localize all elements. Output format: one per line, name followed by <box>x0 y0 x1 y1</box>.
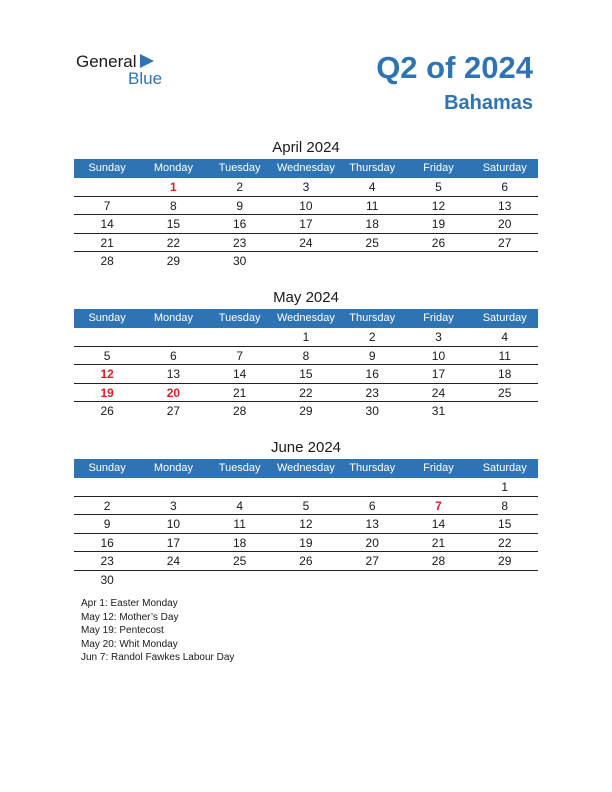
day-cell: 28 <box>232 404 247 418</box>
weekday-label: Thursday <box>349 462 396 474</box>
day-cell: 2 <box>103 498 111 513</box>
day-cell: 14 <box>431 517 446 531</box>
day-cell: 27 <box>166 404 181 418</box>
day-cell: 29 <box>299 404 313 418</box>
day-cell: 19 <box>100 385 114 400</box>
day-cell: 5 <box>302 498 310 513</box>
week-row <box>74 215 538 234</box>
day-cell: 11 <box>365 198 379 213</box>
day-cell: 19 <box>299 535 313 550</box>
day-cell: 1 <box>501 480 509 494</box>
week-row <box>74 197 538 216</box>
day-cell: 19 <box>431 217 446 231</box>
day-cell: 3 <box>170 498 177 513</box>
empty-day-cell <box>405 571 471 589</box>
day-cell: 30 <box>232 254 247 268</box>
day-cell: 7 <box>236 348 243 363</box>
day-cell: 27 <box>498 235 512 250</box>
day-cell: 9 <box>368 348 376 363</box>
day-cell: 1 <box>302 330 310 344</box>
day-cell: 13 <box>166 367 181 381</box>
month-calendar-may <box>74 287 538 420</box>
day-cell: 12 <box>299 517 313 531</box>
day-cell: 3 <box>302 180 310 194</box>
day-cell: 11 <box>498 348 511 363</box>
holiday-note: Jun 7: Randol Fawkes Labour Day <box>81 652 235 663</box>
day-cell: 31 <box>431 404 446 418</box>
weekday-header <box>74 159 538 178</box>
day-cell: 4 <box>368 180 376 194</box>
day-cell: 9 <box>236 198 243 213</box>
weekday-label: Thursday <box>349 162 396 174</box>
day-cell: 12 <box>431 198 446 213</box>
weekday-label: Monday <box>153 162 193 174</box>
week-row <box>74 552 538 571</box>
month-title: June 2024 <box>270 439 342 456</box>
day-cell: 8 <box>501 498 509 513</box>
day-cell: 21 <box>431 535 446 550</box>
day-cell: 14 <box>100 217 114 231</box>
day-cell: 3 <box>435 330 442 344</box>
month-calendar-april <box>74 137 538 270</box>
day-cell: 22 <box>166 235 181 250</box>
day-cell: 17 <box>431 367 446 381</box>
day-cell: 6 <box>501 180 509 194</box>
day-cell: 6 <box>368 498 376 513</box>
day-cell: 5 <box>103 348 111 363</box>
day-cell: 1 <box>170 180 177 194</box>
weekday-label: Sunday <box>88 162 126 174</box>
day-cell: 16 <box>365 367 379 381</box>
day-cell: 14 <box>232 367 247 381</box>
empty-day-cell <box>74 178 140 196</box>
day-cell: 6 <box>170 348 177 363</box>
holiday-note: May 12: Mother’s Day <box>81 611 179 623</box>
empty-day-cell <box>207 571 273 589</box>
week-row <box>74 478 538 497</box>
day-cell: 11 <box>233 517 246 531</box>
day-cell: 26 <box>299 554 313 568</box>
day-cell: 25 <box>365 235 379 250</box>
holiday-note: May 20: Whit Monday <box>81 638 178 650</box>
empty-day-cell <box>74 328 140 346</box>
day-cell: 18 <box>232 535 247 550</box>
empty-day-cell <box>140 328 206 346</box>
day-cell: 10 <box>166 517 181 531</box>
empty-day-cell <box>472 571 538 589</box>
weekday-label: Wednesday <box>276 312 335 324</box>
day-cell: 21 <box>100 235 114 250</box>
day-cell: 15 <box>299 367 313 381</box>
week-row <box>74 384 538 403</box>
weekday-label: Tuesday <box>218 462 261 474</box>
weekday-label: Monday <box>153 312 193 324</box>
week-row <box>74 402 538 420</box>
day-cell: 15 <box>166 217 181 231</box>
weekday-header <box>74 309 538 328</box>
day-cell: 7 <box>103 198 111 213</box>
day-cell: 22 <box>498 535 512 550</box>
logo-text-general: General <box>76 52 137 71</box>
day-cell: 26 <box>431 235 446 250</box>
day-cell: 25 <box>232 554 247 568</box>
day-cell: 12 <box>100 367 114 381</box>
weekday-label: Saturday <box>482 162 527 174</box>
empty-day-cell <box>273 571 339 589</box>
weekday-label: Sunday <box>88 312 126 324</box>
empty-day-cell <box>472 402 538 420</box>
day-cell: 2 <box>236 180 243 194</box>
day-cell: 8 <box>302 348 310 363</box>
day-cell: 24 <box>299 235 313 250</box>
week-row <box>74 497 538 516</box>
month-calendar-june <box>74 437 538 588</box>
weekday-label: Wednesday <box>276 162 335 174</box>
week-row <box>74 365 538 384</box>
empty-day-cell <box>140 478 206 496</box>
day-cell: 16 <box>232 217 247 231</box>
weekday-header <box>74 459 538 478</box>
day-cell: 17 <box>166 535 181 550</box>
weekday-label: Wednesday <box>276 462 335 474</box>
day-cell: 29 <box>498 554 512 568</box>
day-cell: 22 <box>299 385 313 400</box>
week-row <box>74 328 538 347</box>
day-cell: 20 <box>166 385 181 400</box>
day-cell: 28 <box>431 554 446 568</box>
empty-day-cell <box>273 252 339 270</box>
logo-text-blue: Blue <box>128 69 163 88</box>
holiday-note: Apr 1: Easter Monday <box>81 598 178 609</box>
weekday-label: Tuesday <box>218 312 261 324</box>
country-name: Bahamas <box>444 92 533 114</box>
generalblue-logo <box>76 52 186 92</box>
day-cell: 26 <box>100 404 114 418</box>
day-cell: 15 <box>498 517 512 531</box>
day-cell: 24 <box>431 385 446 400</box>
weekday-label: Friday <box>423 312 454 324</box>
weekday-label: Friday <box>423 162 454 174</box>
day-cell: 10 <box>299 198 313 213</box>
month-title: April 2024 <box>272 139 340 156</box>
day-cell: 30 <box>365 404 379 418</box>
empty-day-cell <box>207 328 273 346</box>
weekday-label: Tuesday <box>218 162 261 174</box>
empty-day-cell <box>339 478 405 496</box>
day-cell: 23 <box>232 235 247 250</box>
day-cell: 18 <box>498 367 512 381</box>
day-cell: 13 <box>365 517 379 531</box>
week-row <box>74 178 538 197</box>
week-row <box>74 571 538 589</box>
day-cell: 30 <box>100 572 114 587</box>
day-cell: 2 <box>368 330 376 344</box>
weekday-label: Sunday <box>88 462 126 474</box>
empty-day-cell <box>339 571 405 589</box>
week-row <box>74 252 538 270</box>
page-title: Q2 of 2024 <box>376 50 533 85</box>
empty-day-cell <box>405 478 471 496</box>
day-cell: 23 <box>100 554 114 568</box>
day-cell: 18 <box>365 217 379 231</box>
weekday-label: Monday <box>153 462 193 474</box>
week-row <box>74 234 538 253</box>
day-cell: 4 <box>236 498 243 513</box>
weekday-label: Saturday <box>482 312 527 324</box>
empty-day-cell <box>273 478 339 496</box>
empty-day-cell <box>207 478 273 496</box>
empty-day-cell <box>472 252 538 270</box>
day-cell: 21 <box>232 385 247 400</box>
day-cell: 9 <box>103 517 111 531</box>
holiday-note: May 19: Pentecost <box>81 625 164 636</box>
weekday-label: Friday <box>423 462 454 474</box>
weekday-label: Thursday <box>349 312 396 324</box>
empty-day-cell <box>405 252 471 270</box>
month-title: May 2024 <box>273 289 339 306</box>
day-cell: 16 <box>100 535 114 550</box>
empty-day-cell <box>140 571 206 589</box>
weekday-label: Saturday <box>482 462 527 474</box>
day-cell: 29 <box>166 254 181 268</box>
day-cell: 13 <box>498 198 512 213</box>
day-cell: 20 <box>365 535 379 550</box>
week-row <box>74 347 538 366</box>
day-cell: 27 <box>365 554 379 568</box>
day-cell: 4 <box>501 330 509 344</box>
day-cell: 8 <box>170 198 177 213</box>
day-cell: 28 <box>100 254 114 268</box>
holiday-notes <box>81 597 234 665</box>
day-cell: 7 <box>435 498 442 513</box>
day-cell: 20 <box>498 217 512 231</box>
day-cell: 17 <box>299 217 313 231</box>
day-cell: 10 <box>431 348 446 363</box>
week-row <box>74 515 538 534</box>
logo-flag-icon <box>140 54 154 68</box>
day-cell: 25 <box>498 385 512 400</box>
day-cell: 5 <box>435 180 442 194</box>
week-row <box>74 534 538 553</box>
day-cell: 24 <box>166 554 181 568</box>
empty-day-cell <box>74 478 140 496</box>
empty-day-cell <box>339 252 405 270</box>
day-cell: 23 <box>365 385 379 400</box>
